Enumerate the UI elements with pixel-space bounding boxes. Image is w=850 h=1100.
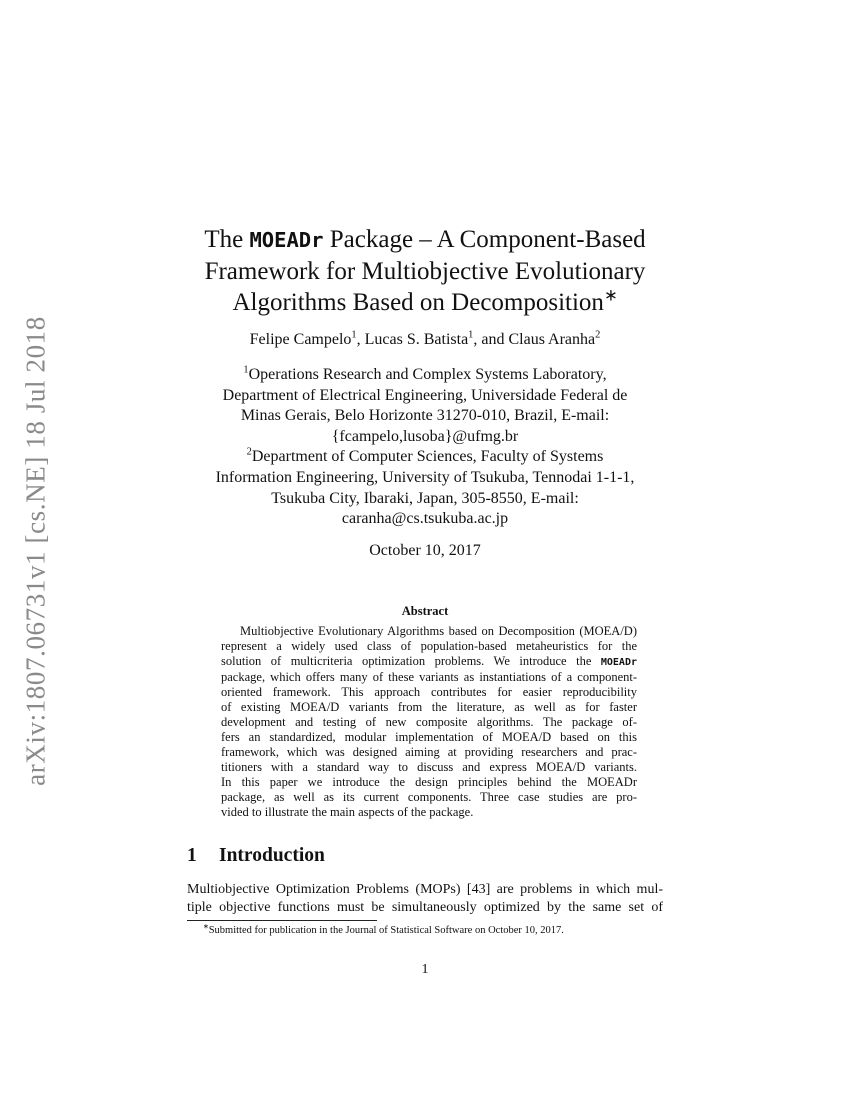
body-paragraph (187, 881, 663, 917)
affiliation-line: Department of Electrical Engineering, Universidade Federal de (222, 386, 628, 404)
title-footnote-mark: ∗ (603, 286, 618, 305)
abstract-body (221, 624, 637, 820)
affiliation-mark: 2 (246, 447, 252, 459)
package-name: MOEADr (600, 657, 637, 668)
title-line-3: Algorithms Based on Decomposition∗ (232, 286, 618, 316)
paper-date: October 10, 2017 (369, 542, 481, 559)
abstract-line: In this paper we introduce the design principles behind the MOEADr (221, 775, 637, 789)
affiliation-line: Information Engineering, University of Tsukuba, Tennodai 1-1-1, (215, 468, 635, 486)
author-affiliation-mark: 1 (351, 329, 357, 341)
affiliation-line: $^1$Operations Research and Complex Systems Laboratory, (243, 364, 607, 383)
affiliation-email: caranha@cs.tsukuba.ac.jp (341, 510, 509, 528)
page-number: 1 (421, 962, 429, 977)
abstract-line: package, which offers many of these variants as instantiations of a component- (221, 670, 637, 684)
body-line: Multiobjective Optimization Problems (MOPs) [43] are problems in which mul- (187, 882, 663, 897)
title-line-2: Framework for Multiobjective Evolutionary (204, 258, 646, 285)
footnote: ∗Submitted for publication in the Journal of Statistical Software on October 10, 2017. (203, 923, 564, 936)
section-title: Introduction (219, 845, 325, 866)
affiliation-line: Tsukuba City, Ibaraki, Japan, 305-8550, E-mail: (271, 489, 579, 507)
abstract-heading: Abstract (401, 604, 449, 618)
package-name: MOEADr (249, 228, 324, 252)
abstract-line: oriented framework. This approach contributes for easier reproducibility (221, 685, 637, 699)
title-line-1: The MOEADr Package – A Component-Based (204, 226, 646, 253)
abstract-line: titioners with a standard way to discuss and express MOEA/D variants. (221, 760, 637, 774)
abstract-line: package, as well as its current components. Three case studies are pro- (221, 790, 637, 804)
abstract-line: represent a widely used class of population-based metaheuristics for the (221, 639, 637, 653)
body-line: tiple objective functions must be simultaneously optimized by the same set of (187, 900, 663, 915)
abstract-line: framework, which was designed aiming at providing researchers and prac- (221, 745, 637, 759)
affiliation-line: $^2$Department of Computer Sciences, Faculty of Systems (246, 447, 604, 466)
author-list: Felipe Campelo$^1$, Lucas S. Batista$^1$, and Claus Aranha$^2$ (249, 329, 601, 348)
abstract-line: Multiobjective Evolutionary Algorithms based on Decomposition (MOEA/D) (240, 624, 637, 638)
author-name: Lucas S. Batista (364, 331, 469, 348)
footnote-mark: ∗ (203, 923, 209, 931)
section-heading (187, 845, 325, 867)
author-name: Claus Aranha (508, 331, 596, 348)
abstract-line: of existing MOEA/D variants from the literature, as well as for faster (221, 700, 637, 714)
author-name: Felipe Campelo (249, 331, 352, 348)
footnote-rule (187, 920, 377, 921)
author-affiliation-mark: 2 (595, 329, 601, 341)
abstract-line: fers an standardized, modular implementation of MOEA/D based on this (221, 730, 637, 744)
affiliations (150, 365, 700, 530)
affiliation-mark: 1 (243, 364, 249, 376)
abstract-line: vided to illustrate the main aspects of the package. (221, 805, 474, 819)
abstract-line: development and testing of new composite algorithms. The package of- (221, 715, 637, 729)
affiliation-line: Minas Gerais, Belo Horizonte 31270-010, Brazil, E-mail: (240, 407, 610, 425)
arxiv-stamp: arXiv:1807.06731v1 [cs.NE] 18 Jul 2018 (20, 316, 51, 786)
paper-title (150, 224, 700, 318)
section-number: 1 (187, 845, 197, 866)
affiliation-email: {fcampelo,lusoba}@ufmg.br (331, 427, 519, 445)
abstract-line: solution of multicriteria optimization problems. We introduce the MOEADr (221, 654, 637, 668)
author-affiliation-mark: 1 (468, 329, 474, 341)
